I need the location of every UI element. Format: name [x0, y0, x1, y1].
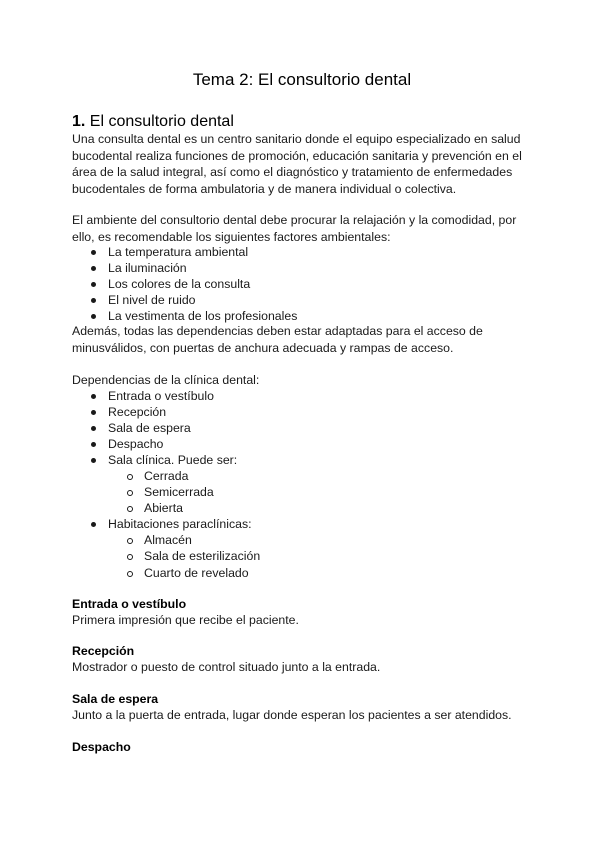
hollow-bullet-icon [127, 554, 133, 560]
subsection-heading: Entrada o vestíbulo [72, 597, 187, 611]
bullet-icon [91, 250, 96, 255]
access-line: minusválidos, con puertas de anchura adecuada y rampas de acceso. [72, 341, 454, 355]
list-item: Sala de esterilización [144, 548, 260, 565]
list-item: Recepción [108, 404, 166, 421]
bullet-icon [91, 442, 96, 447]
bullet-icon [91, 426, 96, 431]
list-item: Sala clínica. Puede ser: [108, 452, 237, 469]
list-item: Sala de espera [108, 420, 191, 437]
list-item: Cerrada [144, 468, 188, 485]
list-item: Abierta [144, 500, 183, 517]
list-item: La temperatura ambiental [108, 244, 248, 261]
ambient-line: El ambiente del consultorio dental debe procurar la relajación y la comodidad, por [72, 213, 517, 227]
ambient-line: ello, es recomendable los siguientes factores ambientales: [72, 229, 391, 244]
bullet-icon [91, 298, 96, 303]
bullet-icon [91, 394, 96, 399]
intro-line: bucodental realiza funciones de promoción, educación sanitaria y prevención en el [72, 148, 522, 163]
list-item: Los colores de la consulta [108, 276, 250, 293]
list-item: La iluminación [108, 260, 187, 277]
section-number: 1. [72, 113, 86, 130]
bullet-icon [91, 266, 96, 271]
list-item: Habitaciones paraclínicas: [108, 516, 252, 533]
hollow-bullet-icon [127, 490, 133, 496]
subsection-text: Junto a la puerta de entrada, lugar donde esperan los pacientes a ser atendidos. [72, 708, 512, 722]
intro-line: área de la salud integral, así como el diagnóstico y tratamiento de enfermedades [72, 165, 513, 179]
hollow-bullet-icon [127, 571, 133, 577]
subsection-heading: Despacho [72, 740, 131, 754]
list-item: La vestimenta de los profesionales [108, 308, 297, 325]
list-item: Entrada o vestíbulo [108, 388, 214, 405]
hollow-bullet-icon [127, 474, 133, 480]
page-title: Tema 2: El consultorio dental [192, 70, 412, 89]
subsection-heading: Recepción [72, 644, 135, 658]
subsection-heading: Sala de espera [72, 692, 159, 706]
hollow-bullet-icon [127, 506, 133, 512]
hollow-bullet-icon [127, 538, 133, 544]
list-item: Almacén [144, 532, 192, 549]
bullet-icon [91, 314, 96, 319]
bullet-icon [91, 282, 96, 287]
section-title: El consultorio dental [89, 113, 234, 130]
subsection-text: Primera impresión que recibe el paciente. [72, 613, 299, 627]
list-item: Cuarto de revelado [144, 565, 249, 582]
subsection-text: Mostrador o puesto de control situado junto a la entrada. [72, 660, 381, 674]
list-item: El nivel de ruido [108, 292, 196, 309]
intro-line: bucodentales de forma ambulatoria y de manera individual o colectiva. [72, 181, 457, 196]
access-line: Además, todas las dependencias deben estar adaptadas para el acceso de [72, 324, 483, 338]
list-item: Semicerrada [144, 484, 214, 501]
list-item: Despacho [108, 436, 163, 453]
intro-line: Una consulta dental es un centro sanitario donde el equipo especializado en salud [72, 132, 521, 146]
bullet-icon [91, 522, 96, 527]
bullet-icon [91, 410, 96, 415]
dependencies-intro: Dependencias de la clínica dental: [72, 373, 260, 387]
section-heading [72, 111, 234, 133]
bullet-icon [91, 458, 96, 463]
